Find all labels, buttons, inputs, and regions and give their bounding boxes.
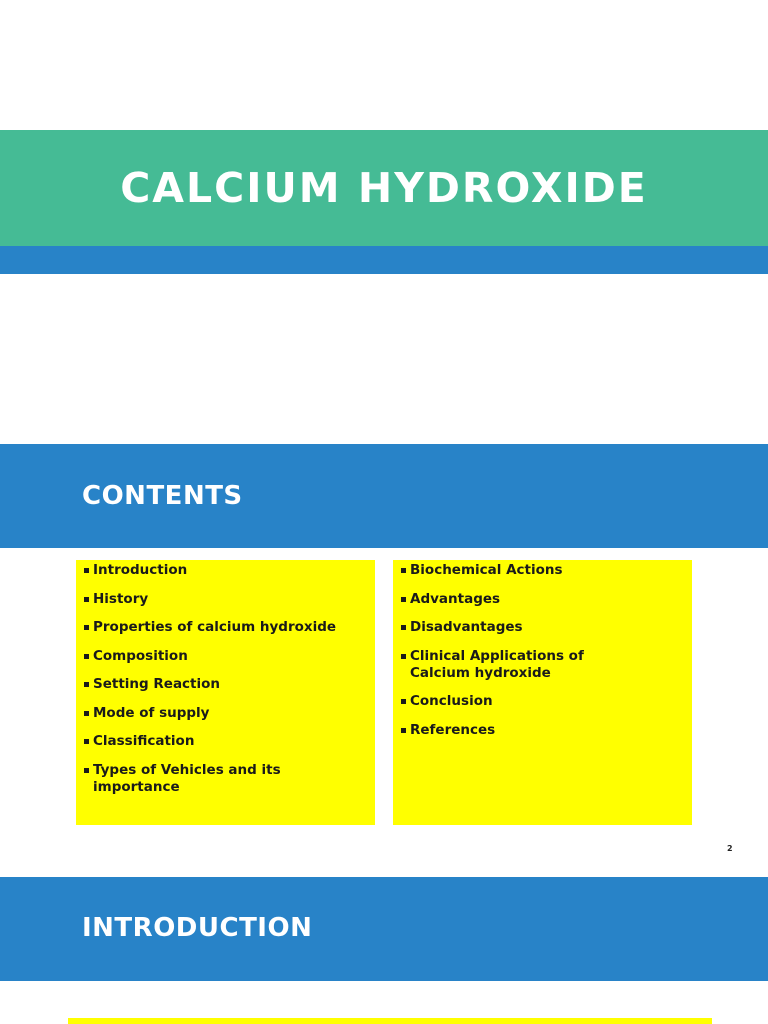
list-item: Types of Vehicles and its importance xyxy=(84,762,365,796)
introduction-heading: INTRODUCTION xyxy=(82,913,313,943)
contents-left-list xyxy=(84,562,365,796)
list-item: Conclusion xyxy=(401,693,682,710)
list-item: Introduction xyxy=(84,562,365,579)
list-item: Setting Reaction xyxy=(84,676,365,693)
list-item: Disadvantages xyxy=(401,619,682,636)
list-item: Advantages xyxy=(401,591,682,608)
contents-right-box xyxy=(393,560,692,825)
introduction-box xyxy=(68,1018,712,1024)
list-item: Mode of supply xyxy=(84,705,365,722)
contents-right-list xyxy=(401,562,682,739)
list-item: Classification xyxy=(84,733,365,750)
list-item: History xyxy=(84,591,365,608)
list-item: Biochemical Actions xyxy=(401,562,682,579)
title-subband xyxy=(0,246,768,274)
page-number: 2 xyxy=(727,844,733,853)
list-item: Clinical Applications of Calcium hydroxide xyxy=(401,648,630,682)
list-item: Composition xyxy=(84,648,365,665)
list-item: Properties of calcium hydroxide xyxy=(84,619,365,636)
slide-title: CALCIUM HYDROXIDE xyxy=(120,164,648,212)
contents-heading: CONTENTS xyxy=(82,481,243,511)
contents-left-box xyxy=(76,560,375,825)
list-item: References xyxy=(401,722,682,739)
